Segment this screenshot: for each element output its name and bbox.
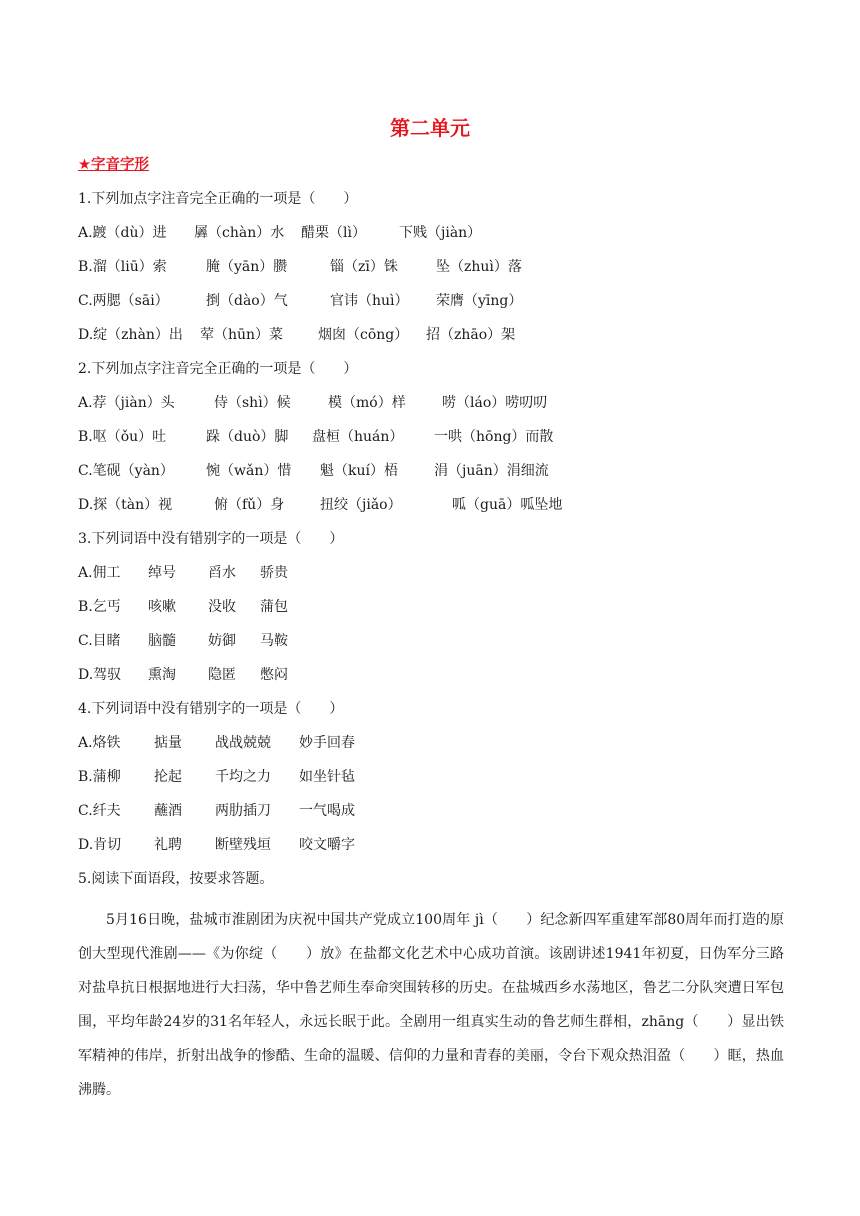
option-row <box>78 325 788 359</box>
option-item: 荣膺（yīng） <box>436 293 523 309</box>
option-item: 模（mó）样 <box>328 395 406 411</box>
option-item: 舀水 <box>208 565 236 581</box>
option-item: 马鞍 <box>260 633 288 649</box>
option-item: 咳嗽 <box>148 599 176 615</box>
option-row <box>78 563 788 597</box>
option-item: D.探（tàn）视 <box>78 497 173 513</box>
option-row <box>78 597 788 631</box>
option-item: 骄贵 <box>260 565 288 581</box>
option-item: 隐匿 <box>208 667 236 683</box>
option-item: 礼聘 <box>154 837 182 853</box>
option-item: 官讳（huì） <box>330 293 409 309</box>
questions-container <box>78 189 788 1107</box>
option-item: B.溜（liū）索 <box>78 259 167 275</box>
question-stem: 4.下列词语中没有错别字的一项是（ ） <box>78 701 344 717</box>
option-item: 呱（guā）呱坠地 <box>452 497 563 513</box>
option-item: D.驾驭 <box>78 667 122 683</box>
option-item: 战战兢兢 <box>215 735 271 751</box>
option-row <box>78 495 788 529</box>
reading-passage: 5月16日晚，盐城市淮剧团为庆祝中国共产党成立100周年 jì（ ）纪念新四军重建军部80周年而打造的原创大型现代淮剧——《为你绽（ ）放》在盐都文化艺术中心成功首演。该剧讲述1941年初夏，日伪军分三路对盐阜抗日根据地进行大扫荡，华中鲁艺师生奉命突围转移的历史。在盐城西乡水荡地区，鲁艺二分队突遭日军包围，平均年龄24岁的31名年轻人，永远长眠于此。全剧用一组真实生动的鲁艺师生群相，zhāng（ ）显出铁军精神的伟岸，折射出战争的惨酷、生命的温暖、信仰的力量和青春的美丽，令台下观众热泪盈（ ）眶，热血沸腾。 <box>78 912 784 1098</box>
option-item: D.绽（zhàn）出 <box>78 327 183 343</box>
option-item: 下贱（jiàn） <box>399 225 482 241</box>
option-item: 坠（zhuì）落 <box>436 259 522 275</box>
option-item: C.两腮（sāi） <box>78 293 169 309</box>
option-item: 抡起 <box>154 769 182 785</box>
option-item: C.目睹 <box>78 633 121 649</box>
option-item: 醋栗（lì） <box>301 225 366 241</box>
option-item: 妙手回春 <box>299 735 355 751</box>
option-item: B.乞丐 <box>78 599 121 615</box>
option-item: 腌（yān）臜 <box>206 259 288 275</box>
option-item: D.肯切 <box>78 837 122 853</box>
option-item: 惋（wǎn）惜 <box>206 463 292 479</box>
option-item: A.佣工 <box>78 565 121 581</box>
question-stem: 3.下列词语中没有错别字的一项是（ ） <box>78 531 344 547</box>
option-item: 咬文嚼字 <box>299 837 355 853</box>
option-item: 侍（shì）候 <box>214 395 291 411</box>
option-item: 盘桓（huán） <box>312 429 404 445</box>
option-item: 蘸酒 <box>154 803 182 819</box>
option-item: 涓（juān）涓细流 <box>434 463 549 479</box>
option-item: 熏淘 <box>148 667 176 683</box>
option-item: 妨御 <box>208 633 236 649</box>
option-item: 招（zhāo）架 <box>426 327 516 343</box>
option-item: 唠（láo）唠叨叨 <box>442 395 548 411</box>
option-item: 锱（zī）铢 <box>330 259 398 275</box>
option-item: 跺（duò）脚 <box>206 429 289 445</box>
option-item: 羼（chàn）水 <box>194 225 285 241</box>
option-row <box>78 631 788 665</box>
option-row <box>78 257 788 291</box>
page-title: 第二单元 <box>390 116 470 140</box>
option-item: 烟囱（cōng） <box>318 327 409 343</box>
option-item: B.呕（ǒu）吐 <box>78 429 167 445</box>
option-row <box>78 733 788 767</box>
section-heading: ★字音字形 <box>78 157 149 173</box>
option-item: C.笔砚（yàn） <box>78 463 174 479</box>
option-item: 两肋插刀 <box>215 803 271 819</box>
option-item: 没收 <box>208 599 236 615</box>
option-item: 憋闷 <box>260 667 288 683</box>
option-item: 俯（fǔ）身 <box>214 497 285 513</box>
option-item: 断壁残垣 <box>215 837 271 853</box>
option-item: 一气喝成 <box>299 803 355 819</box>
option-item: 捯（dào）气 <box>206 293 288 309</box>
option-item: A.烙铁 <box>78 735 121 751</box>
option-row <box>78 801 788 835</box>
option-item: 蒲包 <box>260 599 288 615</box>
option-row <box>78 461 788 495</box>
option-item: A.踱（dù）进 <box>78 225 167 241</box>
option-row <box>78 393 788 427</box>
option-item: 掂量 <box>154 735 182 751</box>
option-item: 如坐针毡 <box>299 769 355 785</box>
option-item: B.蒲柳 <box>78 769 121 785</box>
option-row <box>78 427 788 461</box>
question-stem: 5.阅读下面语段，按要求答题。 <box>78 871 274 887</box>
option-item: 魁（kuí）梧 <box>320 463 398 479</box>
option-row <box>78 767 788 801</box>
option-row <box>78 291 788 325</box>
question-stem: 1.下列加点字注音完全正确的一项是（ ） <box>78 191 358 207</box>
option-item: C.纤夫 <box>78 803 121 819</box>
option-row <box>78 835 788 869</box>
option-item: 荤（hūn）菜 <box>200 327 284 343</box>
question-stem: 2.下列加点字注音完全正确的一项是（ ） <box>78 361 358 377</box>
option-item: 脑髓 <box>148 633 176 649</box>
option-row <box>78 223 788 257</box>
option-row <box>78 665 788 699</box>
option-item: 一哄（hōng）而散 <box>434 429 554 445</box>
option-item: A.荐（jiàn）头 <box>78 395 175 411</box>
option-item: 扭绞（jiǎo） <box>320 497 402 513</box>
option-item: 绰号 <box>148 565 176 581</box>
option-item: 千均之力 <box>215 769 271 785</box>
